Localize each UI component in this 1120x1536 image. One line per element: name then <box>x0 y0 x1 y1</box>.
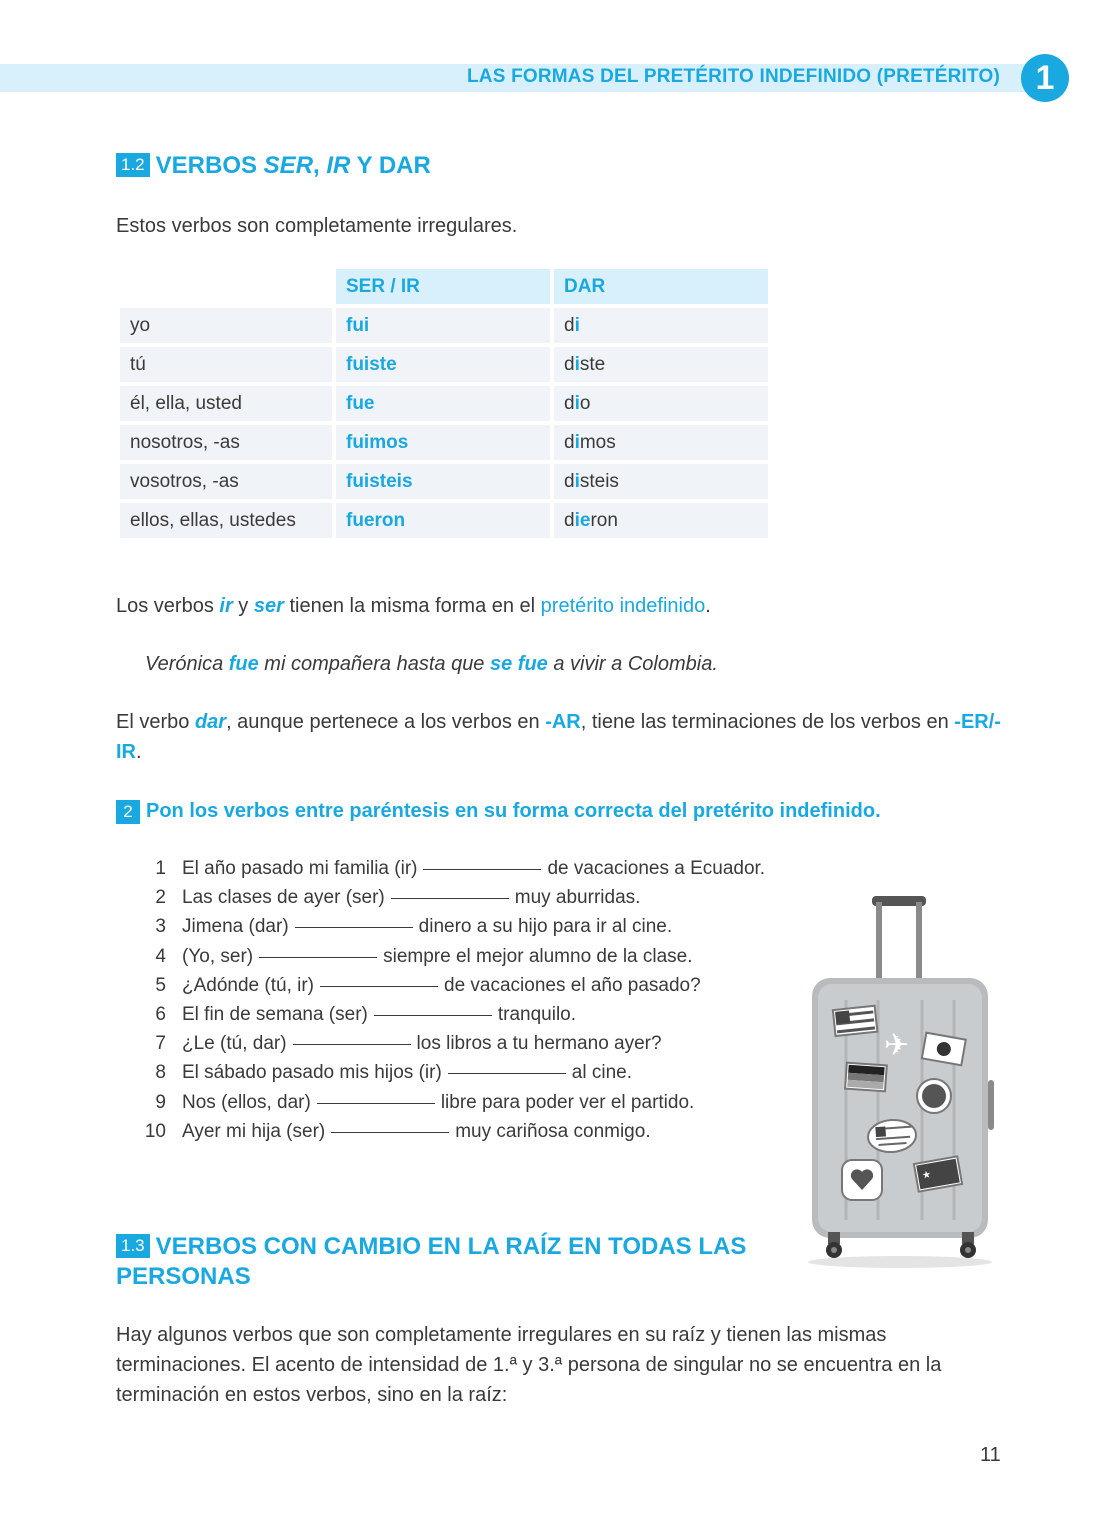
answer-blank[interactable] <box>374 1014 492 1016</box>
person-cell: ellos, ellas, ustedes <box>120 503 332 538</box>
answer-blank[interactable] <box>293 1043 411 1045</box>
table-row <box>120 308 768 343</box>
table-row <box>120 347 768 382</box>
answer-blank[interactable] <box>448 1072 566 1074</box>
dar-cell: disteis <box>554 464 768 499</box>
section-number: 1.3 <box>116 1234 150 1258</box>
exercise-items <box>136 854 765 1146</box>
svg-text:✈: ✈ <box>884 1028 910 1063</box>
answer-blank[interactable] <box>391 897 509 899</box>
person-cell: nosotros, -as <box>120 425 332 460</box>
intro-text: Estos verbos son completamente irregulares. <box>116 215 518 237</box>
table-row <box>120 386 768 421</box>
exercise-item: 9 Nos (ellos, dar) libre para poder ver el partido. <box>155 1091 695 1113</box>
note-ir-ser: Los verbos ir y ser tienen la misma forma en el pretérito indefinido. <box>116 595 711 617</box>
exercise-item: 10 Ayer mi hija (ser) muy cariñosa conmigo. <box>144 1120 651 1142</box>
dar-cell: di <box>554 308 768 343</box>
table-row <box>120 425 768 460</box>
suitcase-illustration-icon <box>796 890 1006 1270</box>
dar-cell: dio <box>554 386 768 421</box>
answer-blank[interactable] <box>317 1102 435 1104</box>
person-cell: tú <box>120 347 332 382</box>
conjugation-table <box>116 265 772 542</box>
table-corner <box>120 269 332 304</box>
chapter-title: LAS FORMAS DEL PRETÉRITO INDEFINIDO (PRETÉRITO) <box>467 66 1000 87</box>
answer-blank[interactable] <box>320 985 438 987</box>
term-link: pretérito indefinido <box>540 595 706 617</box>
header-dar: DAR <box>554 269 768 304</box>
answer-blank[interactable] <box>295 926 413 928</box>
section-heading-1-3: 1.3 VERBOS CON CAMBIO EN LA RAÍZ EN TODAS LAS PERSONAS <box>116 1233 747 1290</box>
ser-ir-cell: fui <box>336 308 550 343</box>
ser-ir-cell: fue <box>336 386 550 421</box>
note-dar: El verbo dar, aunque pertenece a los verbos en -AR, tiene las terminaciones de los verbos en -ER/-IR. <box>116 711 1001 763</box>
exercise-heading: 2 Pon los verbos entre paréntesis en su forma correcta del pretérito indefinido. <box>116 800 881 824</box>
example-sentence: Verónica fue mi compañera hasta que se fue a vivir a Colombia. <box>145 653 718 675</box>
svg-text:★: ★ <box>921 1169 932 1182</box>
header-ser-ir: SER / IR <box>336 269 550 304</box>
exercise-item: 8 El sábado pasado mis hijos (ir) al cine. <box>155 1062 632 1084</box>
ser-ir-cell: fuimos <box>336 425 550 460</box>
exercise-item: 2 Las clases de ayer (ser) muy aburridas. <box>155 887 641 909</box>
section-heading-1-2: 1.2 VERBOS SER, IR Y DAR <box>116 151 431 181</box>
person-cell: yo <box>120 308 332 343</box>
ser-ir-cell: fuiste <box>336 347 550 382</box>
person-cell: él, ella, usted <box>120 386 332 421</box>
chapter-number-badge: 1 <box>1021 54 1069 102</box>
dar-cell: dimos <box>554 425 768 460</box>
ser-ir-cell: fuisteis <box>336 464 550 499</box>
ser-ir-cell: fueron <box>336 503 550 538</box>
exercise-item: 5 ¿Adónde (tú, ir) de vacaciones el año pasado? <box>155 974 701 996</box>
exercise-item: 4 (Yo, ser) siempre el mejor alumno de la clase. <box>155 945 693 967</box>
exercise-item: 1 El año pasado mi familia (ir) de vacaciones a Ecuador. <box>155 858 766 879</box>
answer-blank[interactable] <box>423 868 541 870</box>
person-cell: vosotros, -as <box>120 464 332 499</box>
table-header-row <box>120 269 768 304</box>
table-row <box>120 503 768 538</box>
exercise-item: 6 El fin de semana (ser) tranquilo. <box>155 1003 577 1025</box>
table-row <box>120 464 768 499</box>
section-number: 1.2 <box>116 153 150 177</box>
dar-cell: diste <box>554 347 768 382</box>
answer-blank[interactable] <box>331 1131 449 1133</box>
exercise-number: 2 <box>116 800 140 824</box>
page-number: 11 <box>980 1444 1001 1466</box>
answer-blank[interactable] <box>259 956 377 958</box>
exercise-item: 3 Jimena (dar) dinero a su hijo para ir al cine. <box>155 916 673 938</box>
dar-cell: dieron <box>554 503 768 538</box>
closing-paragraph: Hay algunos verbos que son completamente irregulares en su raíz y tienen las mismas terminaciones. El acento de intensidad de 1.ª y 3.ª persona de singular no se encuentra en la terminación en estos verbos, sino en la raíz: <box>116 1324 942 1406</box>
exercise-item: 7 ¿Le (tú, dar) los libros a tu hermano ayer? <box>155 1033 662 1055</box>
